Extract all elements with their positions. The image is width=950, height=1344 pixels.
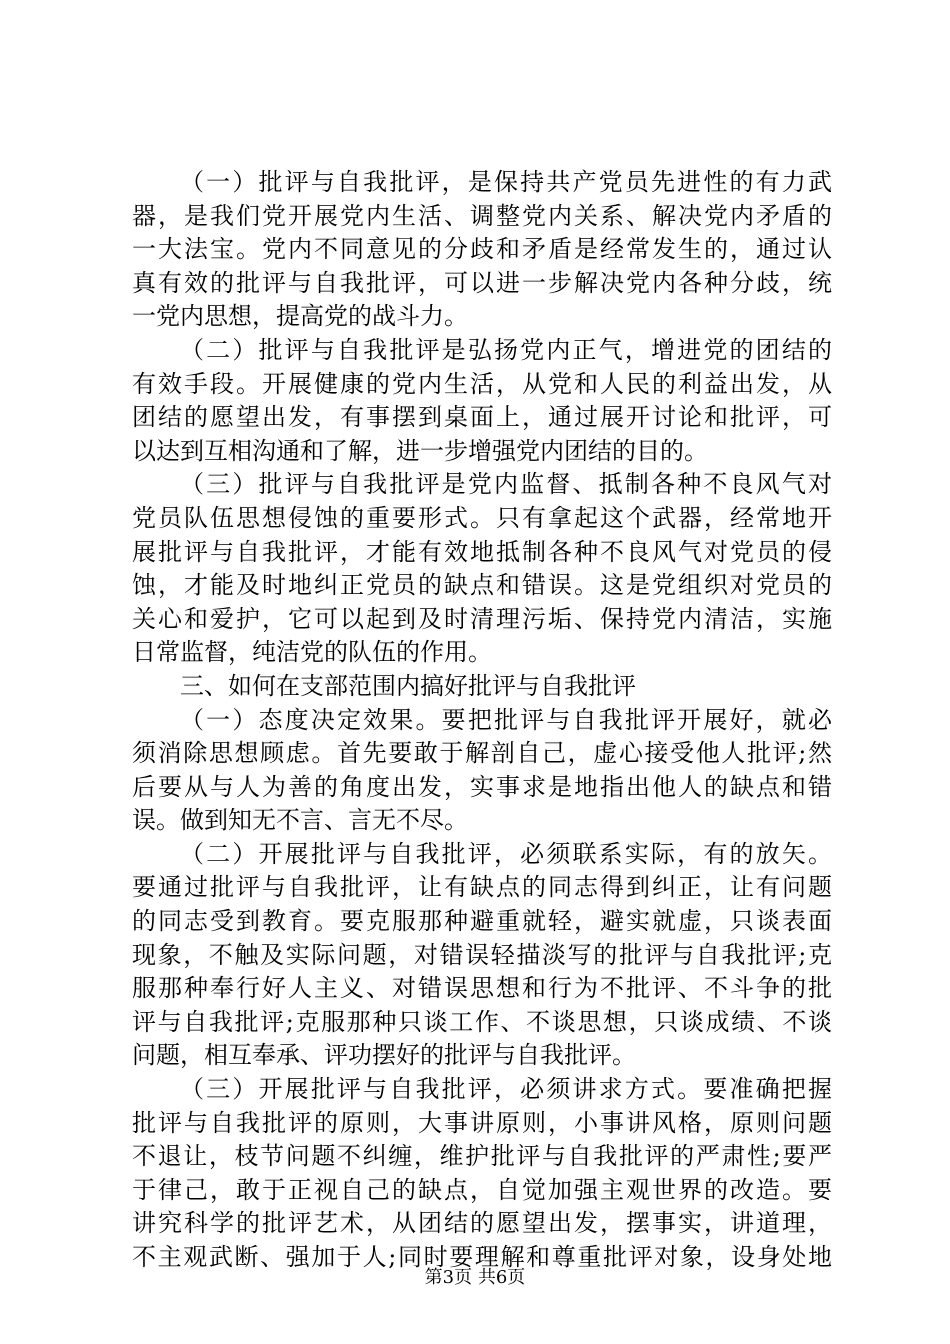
- text-line: 团结的愿望出发，有事摆到桌面上，通过展开讨论和批评，可: [132, 403, 832, 432]
- text-line: （一）批评与自我批评，是保持共产党员先进性的有力武: [180, 168, 832, 196]
- text-line: 问题，相互奉承、评功摆好的批评与自我批评。: [132, 1041, 636, 1070]
- text-line: 真有效的批评与自我批评，可以进一步解决党内各种分歧，统: [132, 268, 832, 297]
- text-line: 后要从与人为善的角度出发，实事求是地指出他人的缺点和错: [132, 772, 832, 801]
- text-line: 以达到互相沟通和了解，进一步增强党内团结的目的。: [132, 436, 708, 465]
- text-line: （三）批评与自我批评是党内监督、抵制各种不良风气对: [180, 470, 832, 499]
- text-line: 日常监督，纯洁党的队伍的作用。: [132, 638, 492, 667]
- text-line: 批评与自我批评的原则，大事讲原则，小事讲风格，原则问题: [132, 1108, 832, 1137]
- text-line: （二）开展批评与自我批评，必须联系实际，有的放矢。: [180, 839, 832, 868]
- text-line: 器，是我们党开展党内生活、调整党内关系、解决党内矛盾的: [132, 201, 832, 230]
- text-line: （一）态度决定效果。要把批评与自我批评开展好，就必: [180, 705, 832, 734]
- text-line: 关心和爱护，它可以起到及时清理污垢、保持党内清洁，实施: [132, 604, 832, 633]
- body-text: [132, 166, 832, 1275]
- text-line: 讲究科学的批评艺术，从团结的愿望出发，摆事实，讲道理，: [132, 1209, 832, 1238]
- text-line: 党员队伍思想侵蚀的重要形式。只有拿起这个武器，经常地开: [132, 503, 832, 532]
- text-line: 不主观武断、强加于人;同时要理解和尊重批评对象，设身处地: [132, 1243, 832, 1271]
- page-footer: 第3页 共6页: [424, 1267, 526, 1288]
- text-line: （二）批评与自我批评是弘扬党内正气，增进党的团结的: [180, 335, 832, 364]
- text-line: 服那种奉行好人主义、对错误思想和行为不批评、不斗争的批: [132, 974, 832, 1003]
- text-line: 蚀，才能及时地纠正党员的缺点和错误。这是党组织对党员的: [132, 571, 832, 600]
- text-line: （三）开展批评与自我批评，必须讲求方式。要准确把握: [180, 1075, 832, 1104]
- text-line: 须消除思想顾虑。首先要敢于解剖自己，虚心接受他人批评;然: [132, 739, 832, 768]
- text-line: 一大法宝。党内不同意见的分歧和矛盾是经常发生的，通过认: [132, 235, 832, 264]
- text-line: 三、如何在支部范围内搞好批评与自我批评: [180, 671, 636, 700]
- text-line: 于律己，敢于正视自己的缺点，自觉加强主观世界的改造。要: [132, 1175, 832, 1204]
- text-line: 要通过批评与自我批评，让有缺点的同志得到纠正，让有问题: [132, 873, 832, 902]
- text-line: 现象，不触及实际问题，对错误轻描淡写的批评与自我批评;克: [132, 940, 832, 969]
- text-line: 一党内思想，提高党的战斗力。: [132, 302, 468, 331]
- text-line: 不退让，枝节问题不纠缠，维护批评与自我批评的严肃性;要严: [132, 1142, 832, 1171]
- text-line: 的同志受到教育。要克服那种避重就轻，避实就虚，只谈表面: [132, 907, 832, 936]
- text-line: 展批评与自我批评，才能有效地抵制各种不良风气对党员的侵: [132, 537, 832, 566]
- text-line: 误。做到知无不言、言无不尽。: [132, 806, 468, 835]
- text-line: 评与自我批评;克服那种只谈工作、不谈思想，只谈成绩、不谈: [132, 1007, 832, 1036]
- text-line: 有效手段。开展健康的党内生活，从党和人民的利益出发，从: [132, 369, 832, 398]
